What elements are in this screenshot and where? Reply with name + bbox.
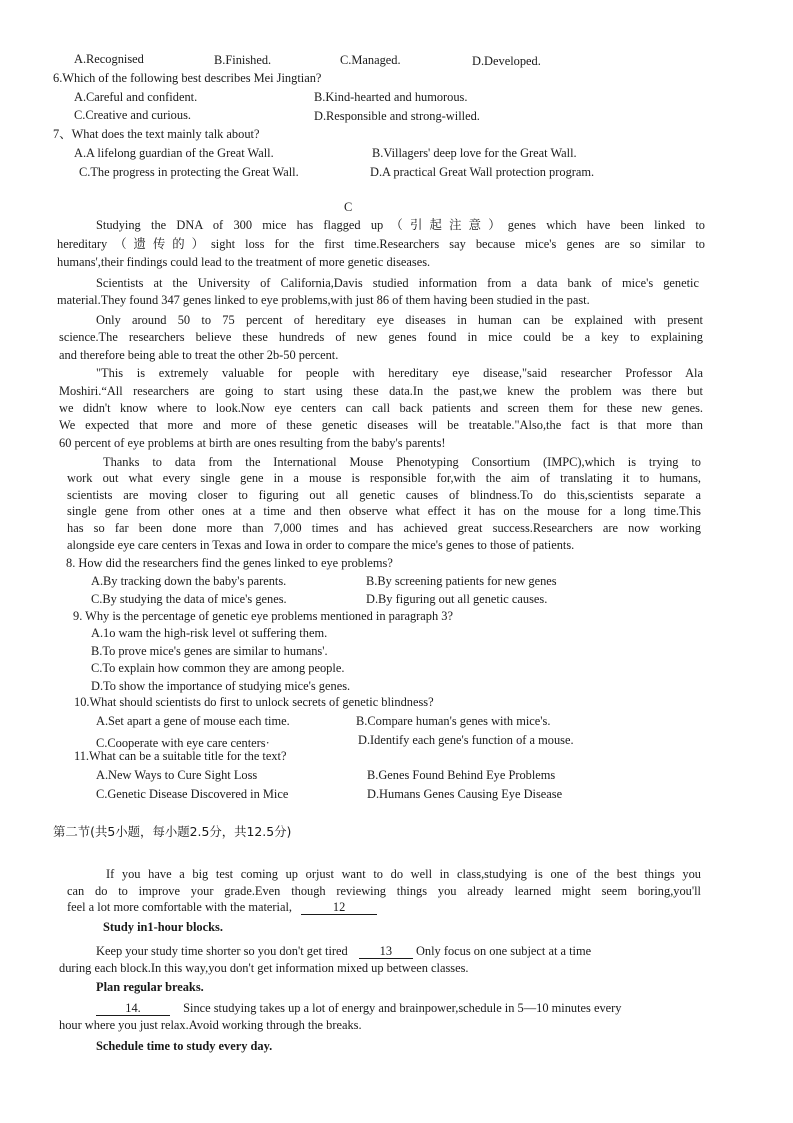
passage-2-p3-line2: hour where you just relax.Avoid working through the breaks.: [59, 1018, 362, 1032]
blank-13[interactable]: 13: [359, 944, 413, 959]
subheading-study-blocks: Study in1-hour blocks.: [103, 920, 223, 934]
passage-c-p3-line3: and therefore being able to treat the other 2b-50 percent.: [59, 348, 339, 362]
passage-2-p2-line1-text-b: Only focus on one subject at a time: [415, 944, 592, 958]
passage-c-p5-line5: has so far been done more than 7,000 times and has achieved great success.Researchers are now working: [67, 521, 701, 535]
section-c-heading: C: [344, 200, 353, 214]
q10-option-d: D.Identify each gene's function of a mouse.: [358, 733, 574, 747]
q11-option-a: A.New Ways to Cure Sight Loss: [96, 768, 258, 782]
q7-option-c: C.The progress in protecting the Great Wall.: [79, 165, 299, 179]
q8-option-c: C.By studying the data of mice's genes.: [91, 592, 287, 606]
subheading-plan-breaks: Plan regular breaks.: [96, 980, 204, 994]
passage-2-p3-line1: [96, 1000, 621, 1018]
blank-12[interactable]: 12: [301, 900, 377, 915]
passage-c-p1-line2: hereditary（遗传的）sight loss for the first time.Researchers say because mice's genes are so similar to: [57, 237, 705, 251]
q6-stem: 6.Which of the following best describes Mei Jingtian?: [53, 71, 322, 85]
passage-c-p5-line1: Thanks to data from the International Mouse Phenotyping Consortium (IMPC),which is trying to: [103, 455, 701, 469]
passage-c-p5-line3: scientists are moving closer to figuring out all genetic causes of blindness.To do this,scientists separate a: [67, 488, 701, 502]
q11-stem: 11.What can be a suitable title for the text?: [74, 749, 287, 763]
q11-option-d: D.Humans Genes Causing Eye Disease: [367, 787, 563, 801]
q6-option-c: C.Creative and curious.: [74, 108, 191, 122]
q8-option-b: B.By screening patients for new genes: [366, 574, 557, 588]
passage-c-p1-line3: humans',their findings could lead to the treatment of more genetic diseases.: [57, 255, 431, 269]
passage-c-p4-line2: Moshiri.“All researchers are going to start using these data.In the past,we knew the problem was there but: [59, 384, 703, 398]
passage-2-p3-line1-text: Since studying takes up a lot of energy and brainpower,schedule in 5—10 minutes every: [183, 1001, 622, 1015]
q6-option-b: B.Kind-hearted and humorous.: [314, 90, 468, 104]
q5-option-b: B.Finished.: [214, 53, 272, 67]
q10-option-b: B.Compare human's genes with mice's.: [356, 714, 551, 728]
passage-2-p1-line3: [67, 899, 377, 917]
passage-c-p4-line1: "This is extremely valuable for people with hereditary eye disease,"said researcher Professor Ala: [96, 366, 703, 380]
q10-option-c: C.Cooperate with eye care centers·: [96, 736, 270, 750]
passage-2-p1-line3-text: feel a lot more comfortable with the material,: [67, 900, 293, 914]
q7-option-d: D.A practical Great Wall protection program.: [370, 165, 595, 179]
q9-stem: 9. Why is the percentage of genetic eye problems mentioned in paragraph 3?: [73, 609, 453, 623]
passage-c-p3-line2: science.The researchers believe these hundreds of new genes found in mice could be a key to explaining: [59, 330, 703, 344]
q8-option-d: D.By figuring out all genetic causes.: [366, 592, 548, 606]
passage-c-p4-line4: We expected that more and more of these genetic diseases will be treatable."Also,the fact is that more than: [59, 418, 703, 432]
q10-option-a: A.Set apart a gene of mouse each time.: [96, 714, 290, 728]
q9-option-a: A.1o wam the high-risk level ot suffering them.: [91, 626, 328, 640]
passage-c-p1-line1: Studying the DNA of 300 mice has flagged up（引起注意）genes which have been linked to: [96, 218, 705, 232]
blank-14[interactable]: 14.: [96, 1001, 170, 1016]
passage-c-p5-line6: alongside eye care centers in Texas and Iowa in order to compare the mice's genes to those of patients.: [67, 538, 575, 552]
section-2-heading: 第二节(共5小题，每小题2.5分，共12.5分): [53, 824, 292, 839]
q5-option-a: A.Recognised: [74, 52, 144, 66]
passage-c-p4-line3: we didn't know where to look.Now eye centers can call back patients and screen them for these new genes.: [59, 401, 703, 415]
subheading-schedule-time: Schedule time to study every day.: [96, 1039, 273, 1053]
q11-option-c: C.Genetic Disease Discovered in Mice: [96, 787, 289, 801]
q7-option-a: A.A lifelong guardian of the Great Wall.: [74, 146, 274, 160]
passage-2-p2-line1-text-a: Keep your study time shorter so you don't get tired: [96, 944, 348, 958]
q9-option-c: C.To explain how common they are among people.: [91, 661, 345, 675]
passage-2-p2-line2: during each block.In this way,you don't get information mixed up between classes.: [59, 961, 469, 975]
q11-option-b: B.Genes Found Behind Eye Problems: [367, 768, 556, 782]
q6-option-d: D.Responsible and strong-willed.: [314, 109, 480, 123]
passage-2-p2-line1: [96, 943, 591, 961]
q8-option-a: A.By tracking down the baby's parents.: [91, 574, 287, 588]
passage-2-p1-line2: can do to improve your grade.Even though reviewing things you already learned might seem boring,you'll: [67, 884, 701, 898]
passage-c-p2-line2: material.They found 347 genes linked to eye problems,with just 86 of them having been studied in the past.: [57, 293, 590, 307]
passage-c-p3-line1: Only around 50 to 75 percent of hereditary eye diseases in human can be explained with present: [96, 313, 703, 327]
q5-option-d: D.Developed.: [472, 54, 541, 68]
q9-option-b: B.To prove mice's genes are similar to humans'.: [91, 644, 328, 658]
passage-c-p4-line5: 60 percent of eye problems at birth are ones resulting from the baby's parents!: [59, 436, 446, 450]
q7-stem: 7、What does the text mainly talk about?: [53, 127, 260, 141]
q9-option-d: D.To show the importance of studying mice's genes.: [91, 679, 351, 693]
q10-stem: 10.What should scientists do first to unlock secrets of genetic blindness?: [74, 695, 434, 709]
passage-c-p5-line2: work out what every single gene in a mouse is responsible for,with the aim of translating it to humans,: [67, 471, 701, 485]
q8-stem: 8. How did the researchers find the genes linked to eye problems?: [66, 556, 393, 570]
passage-2-p1-line1: If you have a big test coming up orjust want to do well in class,studying is one of the best things you: [106, 867, 701, 881]
q7-option-b: B.Villagers' deep love for the Great Wall.: [372, 146, 577, 160]
passage-c-p2-line1: Scientists at the University of California,Davis studied information from a data bank of mice's genetic: [96, 276, 699, 290]
passage-c-p5-line4: single gene from other ones at a time and then observe what effect it has on the mouse for a long time.This: [67, 504, 701, 518]
q5-option-c: C.Managed.: [340, 53, 401, 67]
q6-option-a: A.Careful and confident.: [74, 90, 198, 104]
